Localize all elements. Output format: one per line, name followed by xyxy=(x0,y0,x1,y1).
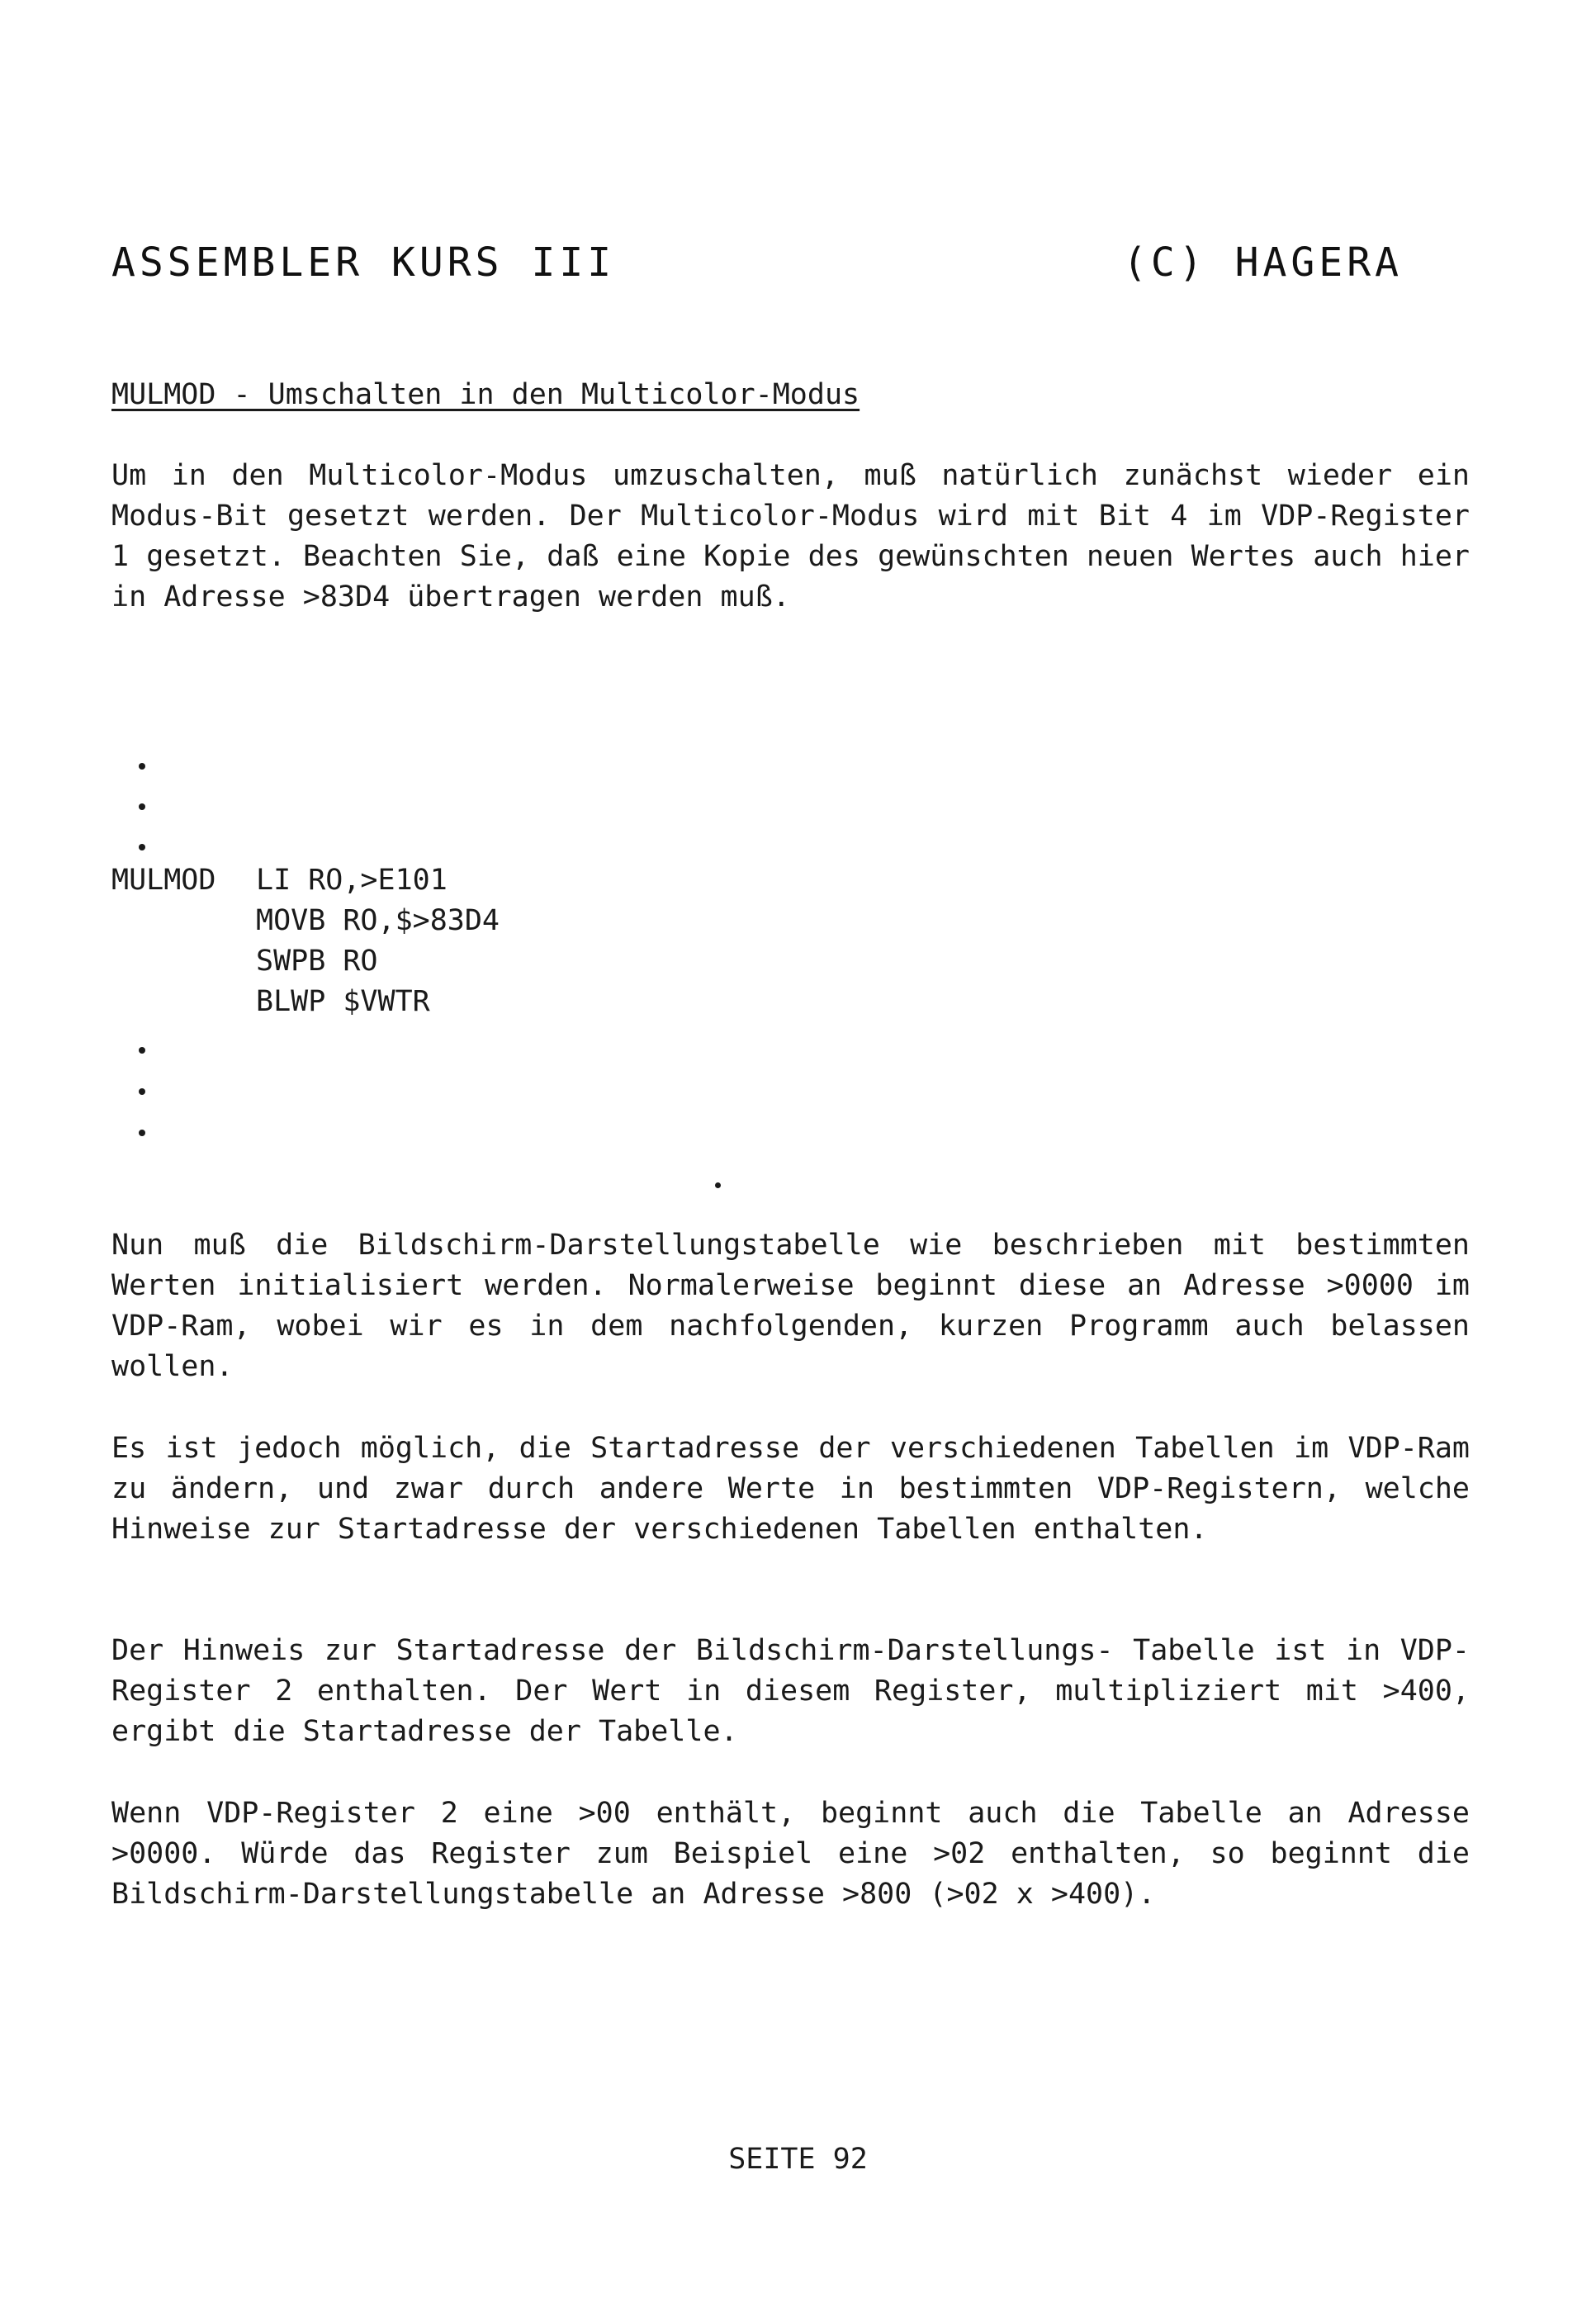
ellipsis-dot xyxy=(139,1088,145,1095)
intro-paragraph: Um in den Multicolor-Modus umzuschalten, muß natürlich zunächst wieder ein Modus-Bit gesetzt werden. Der Multicolor-Modus wird mit Bit 4 im VDP-Register 1 gesetzt. Beachten Sie, daß eine Kopie des gewünschten neuen Wertes auch hier in Adresse >83D4 übertragen werden muß. xyxy=(111,459,1470,614)
section-heading: MULMOD - Umschalten in den Multicolor-Modus xyxy=(111,378,860,411)
body-paragraph: Es ist jedoch möglich, die Startadresse der verschiedenen Tabellen im VDP-Ram zu ändern, und zwar durch andere Werte in bestimmten VDP-Registern, welche Hinweise zur Startadresse der verschiedenen Tabellen enthalten. xyxy=(111,1432,1470,1546)
body-paragraph: Wenn VDP-Register 2 eine >00 enthält, beginnt auch die Tabelle an Adresse >0000. Würde das Register zum Beispiel eine >02 enthalten, so beginnt die Bildschirm-Darstellungstabelle an Adresse >800 (>02 x >400). xyxy=(111,1797,1470,1911)
ellipsis-dot xyxy=(139,844,145,850)
body-paragraph: Der Hinweis zur Startadresse der Bildschirm-Darstellungs- Tabelle ist in VDP-Register 2 enthalten. Der Wert in diesem Register, multipliziert mit >400, ergibt die Startadresse der Tabelle. xyxy=(111,1634,1470,1748)
body-paragraph: Nun muß die Bildschirm-Darstellungstabelle wie beschrieben mit bestimmten Werten initialisiert werden. Normalerweise beginnt diese an Adresse >0000 im VDP-Ram, wobei wir es in dem nachfolgenden, kurzen Programm auch belassen wollen. xyxy=(111,1229,1470,1383)
ellipsis-dot xyxy=(139,1047,145,1054)
header-title: ASSEMBLER KURS III xyxy=(111,239,616,286)
page-header xyxy=(111,239,1403,289)
code-line: LI RO,>E101 xyxy=(256,864,448,897)
code-line: BLWP $VWTR xyxy=(256,985,430,1018)
code-label: MULMOD xyxy=(111,864,216,897)
ellipsis-dot xyxy=(139,1130,145,1136)
header-copyright: (C) HAGERA xyxy=(1123,239,1403,286)
ellipsis-dot xyxy=(139,803,145,810)
stray-dot xyxy=(715,1182,721,1188)
code-line: SWPB RO xyxy=(256,945,378,978)
code-line: MOVB RO,$>83D4 xyxy=(256,904,500,937)
ellipsis-dot xyxy=(139,763,145,770)
page-number: SEITE 92 xyxy=(728,2143,868,2176)
